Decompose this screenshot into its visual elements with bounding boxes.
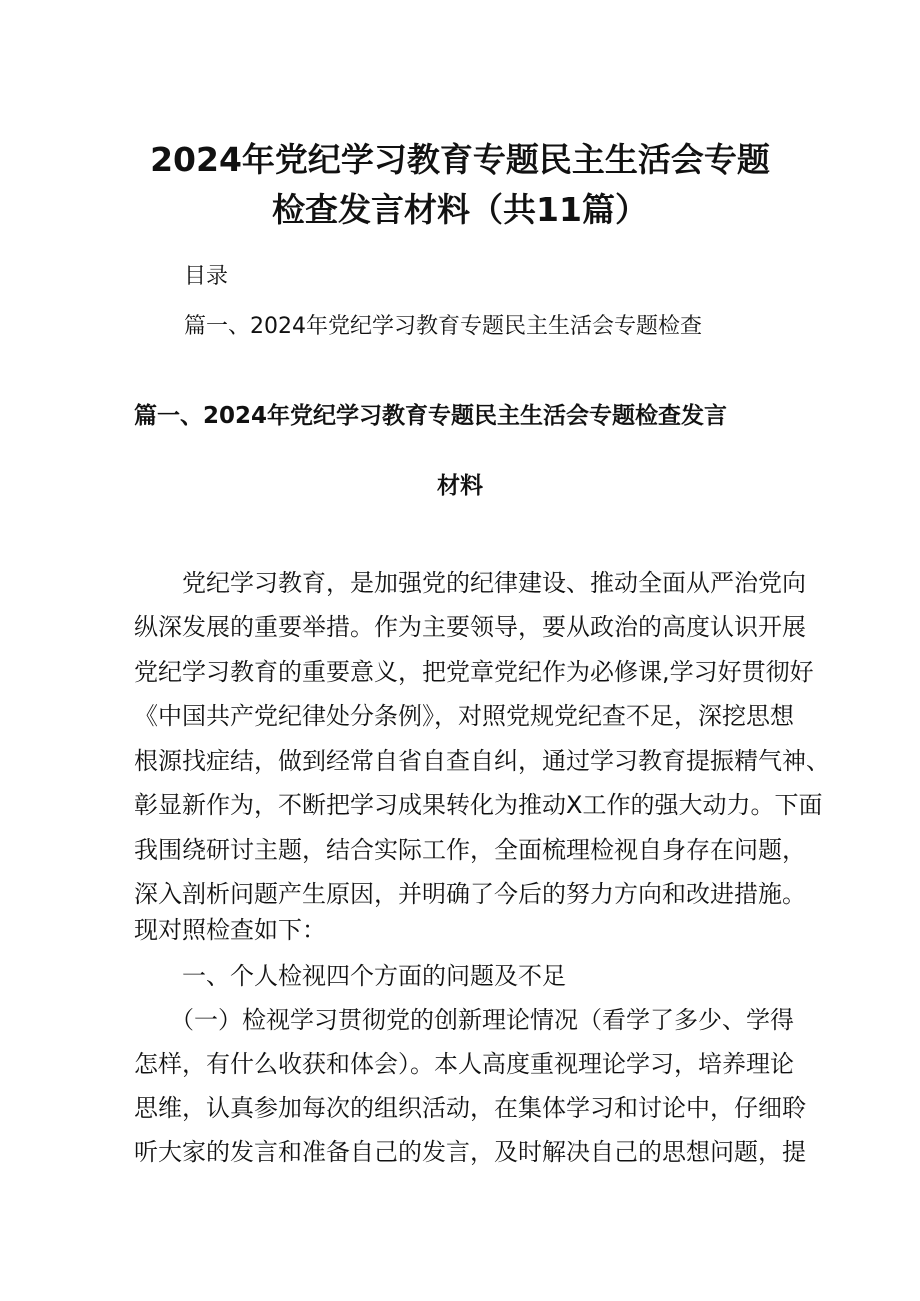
body-text-line: 纵深发展的重要举措。作为主要领导，要从政治的高度认识开展 — [134, 613, 806, 641]
body-text-line: 我围绕研讨主题，结合实际工作，全面梳理检视自身存在问题， — [134, 836, 806, 864]
section-heading-line: 一、个人检视四个方面的问题及不足 — [134, 962, 566, 990]
body-text-line: 现对照检查如下： — [134, 916, 326, 944]
body-text-line: 党纪学习教育，是加强党的纪律建设、推动全面从严治党向 — [134, 569, 806, 597]
body-text-line: 思维，认真参加每次的组织活动，在集体学习和讨论中，仔细聆 — [134, 1094, 806, 1122]
body-text-line: （一）检视学习贯彻党的创新理论情况（看学了多少、学得 — [134, 1006, 794, 1034]
toc-item[interactable]: 篇一、2024年党纪学习教育专题民主生活会专题检查 — [184, 314, 702, 339]
body-text-line: 听大家的发言和准备自己的发言，及时解决自己的思想问题，提 — [134, 1138, 806, 1166]
body-text-line: 《中国共产党纪律处分条例》，对照党规党纪查不足，深挖思想 — [134, 702, 794, 730]
body-text-line: 根源找症结，做到经常自省自查自纠，通过学习教育提振精气神、 — [134, 747, 830, 775]
body-text-line: 党纪学习教育的重要意义，把党章党纪作为必修课,学习好贯彻好 — [134, 658, 814, 686]
document-title-line-2: 检查发言材料（共11篇） — [272, 190, 648, 229]
toc-heading: 目录 — [184, 264, 229, 289]
document-title-line-1: 2024年党纪学习教育专题民主生活会专题 — [150, 140, 770, 179]
body-text-line: 怎样，有什么收获和体会）。本人高度重视理论学习，培养理论 — [134, 1050, 794, 1078]
body-text-line: 彰显新作为，不断把学习成果转化为推动X工作的强大动力。下面 — [134, 791, 823, 819]
section-title-line-1: 篇一、2024年党纪学习教育专题民主生活会专题检查发言 — [134, 403, 728, 429]
section-title-line-2: 材料 — [437, 473, 483, 499]
body-text-line: 深入剖析问题产生原因，并明确了今后的努力方向和改进措施。 — [134, 880, 806, 908]
